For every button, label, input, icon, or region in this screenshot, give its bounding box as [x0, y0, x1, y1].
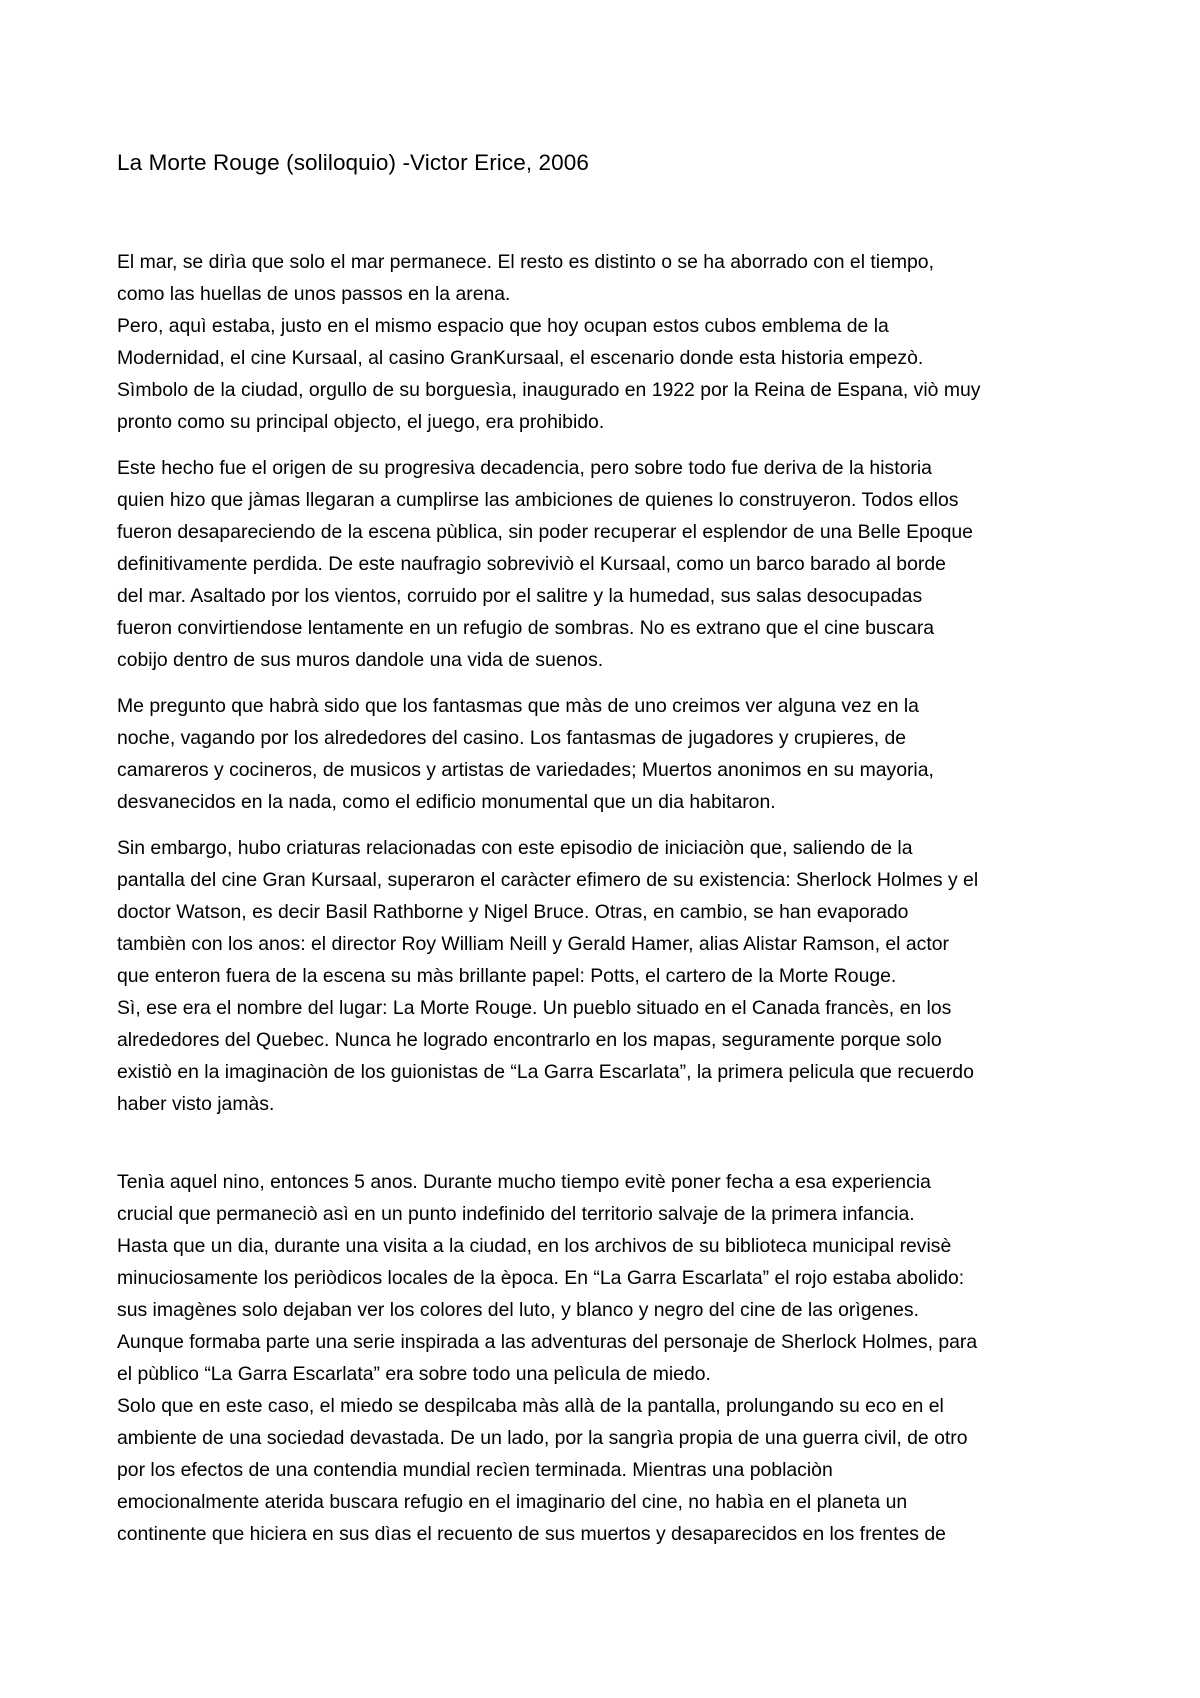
text-line: Este hecho fue el origen de su progresiva decadencia, pero sobre todo fue deriva de la historia	[117, 457, 932, 479]
text-line: Me pregunto que habrà sido que los fantasmas que màs de uno creimos ver alguna vez en la	[117, 695, 919, 717]
document-title: La Morte Rouge (soliloquio) -Victor Erice, 2006	[117, 150, 590, 175]
text-line: tambièn con los anos: el director Roy William Neill y Gerald Hamer, alias Alistar Ramson, el actor	[117, 933, 949, 955]
text-line: minuciosamente los periòdicos locales de la època. En “La Garra Escarlata” el rojo estaba abolido:	[117, 1267, 965, 1289]
text-line: por los efectos de una contendia mundial recìen terminada. Mientras una poblaciòn	[117, 1459, 833, 1481]
text-line: definitivamente perdida. De este naufragio sobreviviò el Kursaal, como un barco barado al borde	[117, 553, 946, 575]
text-line: fueron desapareciendo de la escena pùblica, sin poder recuperar el esplendor de una Belle Epoque	[117, 521, 973, 543]
text-line: quien hizo que jàmas llegaran a cumplirse las ambiciones de quienes lo construyeron. Todos ellos	[117, 489, 959, 511]
paragraph-1	[117, 246, 1100, 438]
text-line: Aunque formaba parte una serie inspirada a las adventuras del personaje de Sherlock Holmes, para	[117, 1331, 978, 1353]
text-line: existiò en la imaginaciòn de los guionistas de “La Garra Escarlata”, la primera pelicula que recuerdo	[117, 1061, 974, 1083]
text-line: el pùblico “La Garra Escarlata” era sobre todo una pelìcula de miedo.	[117, 1363, 711, 1385]
text-line: cobijo dentro de sus muros dandole una vida de suenos.	[117, 649, 604, 671]
text-line: noche, vagando por los alrededores del casino. Los fantasmas de jugadores y crupieres, de	[117, 727, 907, 749]
paragraph-4	[117, 832, 1100, 1120]
text-line: Pero, aquì estaba, justo en el mismo espacio que hoy ocupan estos cubos emblema de la	[117, 315, 889, 337]
paragraph-3	[117, 690, 1100, 818]
text-line: fueron convirtiendose lentamente en un refugio de sombras. No es extrano que el cine buscara	[117, 617, 935, 639]
text-line: Modernidad, el cine Kursaal, al casino GranKursaal, el escenario donde esta historia empezò.	[117, 347, 924, 369]
text-line: alrededores del Quebec. Nunca he logrado encontrarlo en los mapas, seguramente porque solo	[117, 1029, 942, 1051]
text-line: continente que hiciera en sus dìas el recuento de sus muertos y desaparecidos en los frentes de	[117, 1523, 946, 1545]
paragraph-5	[117, 1166, 1100, 1550]
text-line: Solo que en este caso, el miedo se despilcaba màs allà de la pantalla, prolungando su eco en el	[117, 1395, 944, 1417]
text-line: camareros y cocineros, de musicos y artistas de variedades; Muertos anonimos en su mayoria,	[117, 759, 934, 781]
text-line: haber visto jamàs.	[117, 1093, 275, 1115]
text-line: sus imagènes solo dejaban ver los colores del luto, y blanco y negro del cine de las orìgenes.	[117, 1299, 919, 1321]
text-line: El mar, se dirìa que solo el mar permanece. El resto es distinto o se ha aborrado con el tiempo,	[117, 251, 934, 273]
text-line: pantalla del cine Gran Kursaal, superaron el caràcter efimero de su existencia: Sherlock Holmes y el	[117, 869, 979, 891]
text-line: emocionalmente aterida buscara refugio en el imaginario del cine, no habìa en el planeta un	[117, 1491, 908, 1513]
text-line: doctor Watson, es decir Basil Rathborne y Nigel Bruce. Otras, en cambio, se han evaporado	[117, 901, 909, 923]
text-line: Sì, ese era el nombre del lugar: La Morte Rouge. Un pueblo situado en el Canada francès, en los	[117, 997, 952, 1019]
text-line: que enteron fuera de la escena su màs brillante papel: Potts, el cartero de la Morte Rouge.	[117, 965, 897, 987]
text-line: desvanecidos en la nada, como el edificio monumental que un dia habitaron.	[117, 791, 776, 813]
text-line: como las huellas de unos passos en la arena.	[117, 283, 511, 305]
text-line: Tenìa aquel nino, entonces 5 anos. Durante mucho tiempo evitè poner fecha a esa experiencia	[117, 1171, 931, 1193]
text-line: del mar. Asaltado por los vientos, corruido por el salitre y la humedad, sus salas desocupadas	[117, 585, 923, 607]
text-line: crucial que permaneciò asì en un punto indefinido del territorio salvaje de la primera infancia.	[117, 1203, 915, 1225]
paragraph-2	[117, 452, 1100, 676]
text-line: Sìmbolo de la ciudad, orgullo de su borguesìa, inaugurado en 1922 por la Reina de Espana, viò muy	[117, 379, 981, 401]
text-line: Hasta que un dia, durante una visita a la ciudad, en los archivos de su biblioteca municipal revisè	[117, 1235, 952, 1257]
text-line: pronto como su principal objecto, el juego, era prohibido.	[117, 411, 605, 433]
text-line: Sin embargo, hubo criaturas relacionadas con este episodio de iniciaciòn que, saliendo de la	[117, 837, 913, 859]
text-line: ambiente de una sociedad devastada. De un lado, por la sangrìa propia de una guerra civil, de otro	[117, 1427, 968, 1449]
